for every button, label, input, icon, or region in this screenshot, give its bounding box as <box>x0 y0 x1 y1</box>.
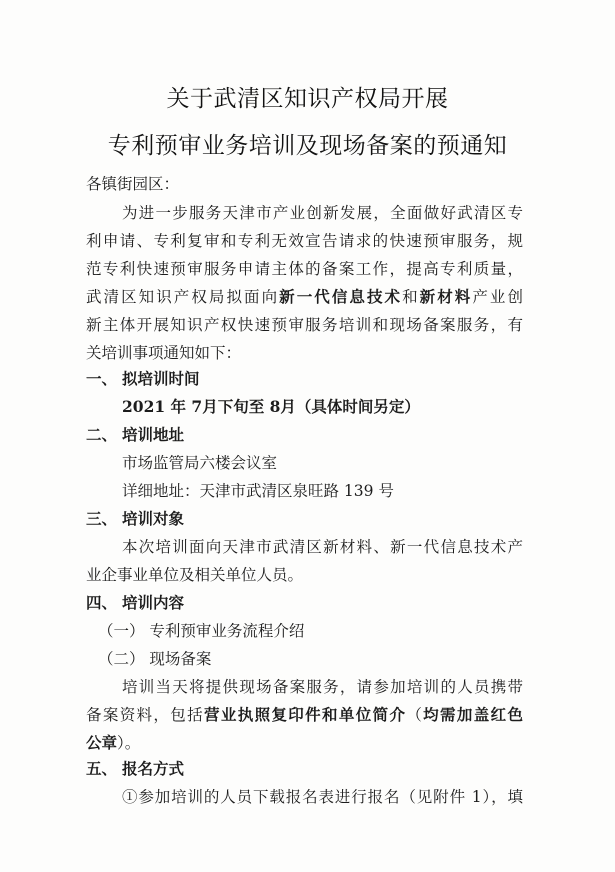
section-1-number: 一、 <box>86 369 118 388</box>
document-title-line-2: 专利预审业务培训及现场备案的预通知 <box>107 133 508 159</box>
section-1-content: 2021 年 7月下旬至 8月（具体时间另定） <box>122 397 420 416</box>
section-3-line-2: 业企事业单位及相关单位人员。 <box>86 566 304 584</box>
section-3-heading <box>86 509 184 529</box>
section-4-title: 培训内容 <box>122 593 185 612</box>
document-title-line-1: 关于武清区知识产权局开展 <box>166 86 449 112</box>
section-4-sub-1: （一） 专利预审业务流程介绍 <box>98 622 305 640</box>
intro-line-2: 利申请、专利复审和专利无效宣告请求的快速预审服务，规 <box>86 232 523 250</box>
section-3-line-1: 本次培训面向天津市武清区新材料、新一代信息技术产 <box>122 538 523 556</box>
intro-line-4-c: 和 <box>402 288 420 306</box>
intro-line-5: 新主体开展知识产权快速预审服务培训和现场备案服务，有 <box>86 316 523 334</box>
intro-line-4-a: 武清区知识产权局拟面向 <box>86 288 280 306</box>
section-2-venue: 市场监管局六楼会议室 <box>122 454 278 472</box>
highlight-new-gen-it: 新一代信息技术 <box>279 287 403 306</box>
section-3-number: 三、 <box>86 509 118 528</box>
intro-line-3: 范专利快速预审服务申请主体的备案工作，提高专利质量， <box>86 260 523 278</box>
highlight-official-seal: 公章 <box>86 733 118 752</box>
section-4-para-line-2 <box>86 705 523 725</box>
section-1-title: 拟培训时间 <box>122 369 200 388</box>
section-4-para-line-3 <box>86 733 140 753</box>
section-4-number: 四、 <box>86 593 118 612</box>
highlight-new-materials: 新材料 <box>419 287 473 306</box>
section-2-number: 二、 <box>86 425 118 444</box>
intro-line-1: 为进一步服务天津市产业创新发展，全面做好武清区专 <box>122 204 523 222</box>
intro-line-4-e: 产业创 <box>472 288 523 306</box>
section-4-heading <box>86 593 184 613</box>
salutation: 各镇街园区： <box>86 175 180 193</box>
section-5-number: 五、 <box>86 759 118 778</box>
section-3-title: 培训对象 <box>122 509 185 528</box>
section-4-para-3-b: ）。 <box>117 734 141 752</box>
section-4-sub-2: （二） 现场备案 <box>98 650 212 668</box>
section-5-title: 报名方式 <box>122 759 185 778</box>
highlight-materials: 营业执照复印件和单位简介 <box>204 705 407 724</box>
intro-line-6: 关培训事项通知如下： <box>86 344 242 362</box>
section-1-heading <box>86 369 200 389</box>
section-4-para-line-1: 培训当天将提供现场备案服务，请参加培训的人员携带 <box>122 678 523 696</box>
section-2-address: 详细地址：天津市武清区泉旺路 139 号 <box>122 482 394 500</box>
intro-line-4 <box>86 287 523 307</box>
section-5-heading <box>86 759 184 779</box>
section-4-para-2-a: 备案资料，包括 <box>86 706 205 724</box>
highlight-red-seal: 均需加盖红色 <box>423 705 523 724</box>
section-2-heading <box>86 425 184 445</box>
section-2-title: 培训地址 <box>122 425 185 444</box>
section-4-para-2-c: （ <box>406 706 424 724</box>
section-5-line-1: ①参加培训的人员下载报名表进行报名（见附件 1），填 <box>122 788 523 806</box>
